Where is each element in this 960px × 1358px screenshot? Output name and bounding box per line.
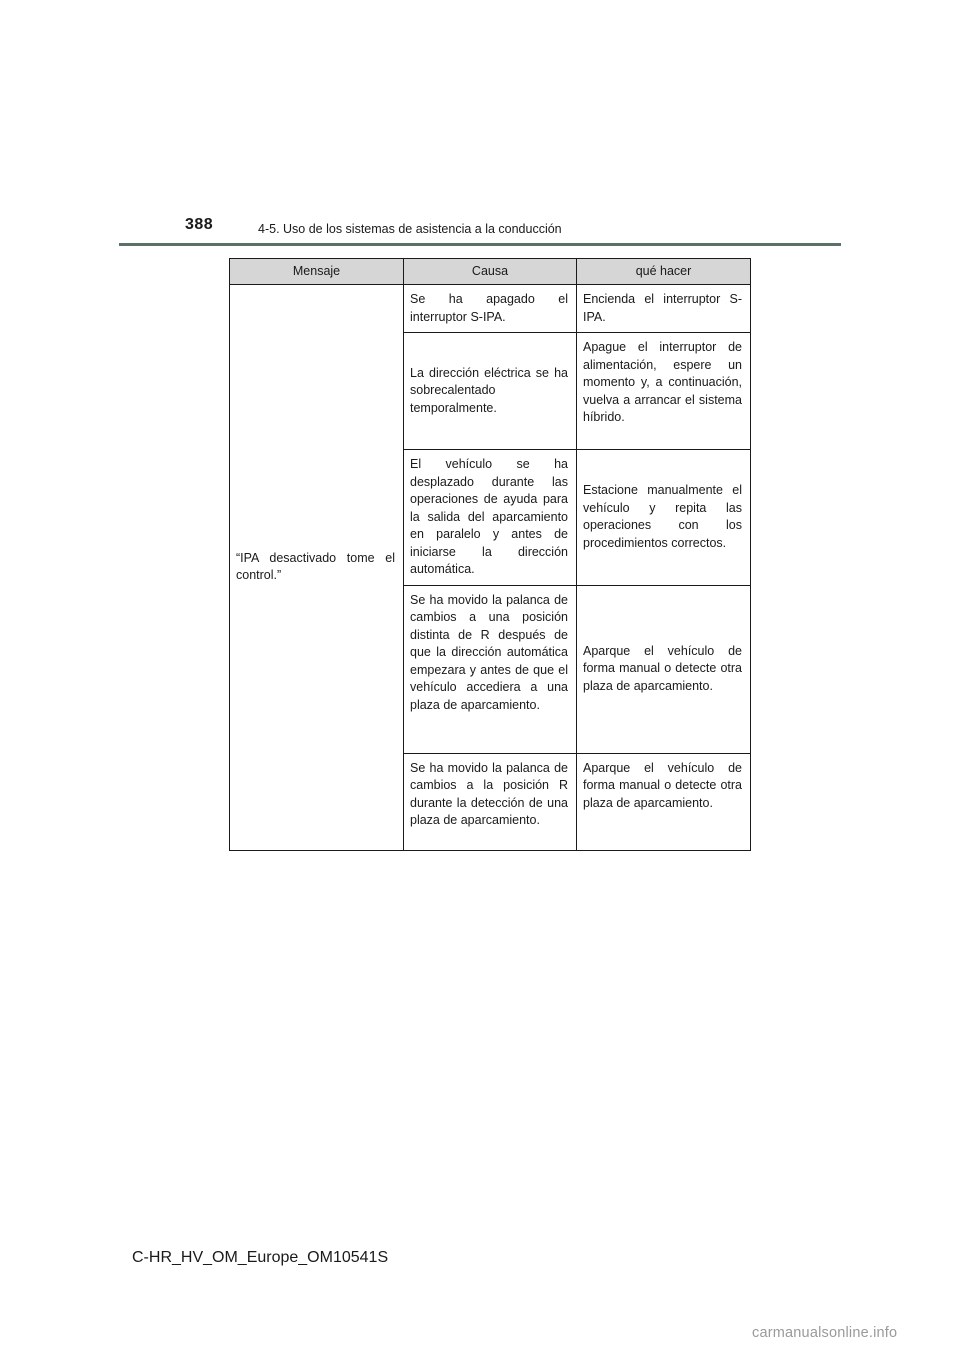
action-cell: Encienda el interruptor S-IPA. (577, 285, 751, 333)
column-header-causa: Causa (404, 259, 577, 285)
message-table (229, 258, 751, 851)
action-cell: Aparque el vehículo de forma manual o detecte otra plaza de aparcamiento. (577, 585, 751, 753)
action-cell: Apague el interruptor de alimentación, espere un momento y, a continuación, vuelva a arrancar el sistema híbrido. (577, 333, 751, 450)
cause-cell: Se ha movido la palanca de cambios a la posición R durante la detección de una plaza de aparcamiento. (404, 753, 577, 850)
cause-cell: El vehículo se ha desplazado durante las operaciones de ayuda para la salida del aparcamiento en paralelo y antes de iniciarse la dirección automática. (404, 450, 577, 586)
action-cell: Aparque el vehículo de forma manual o detecte otra plaza de aparcamiento. (577, 753, 751, 850)
section-title: 4-5. Uso de los sistemas de asistencia a la conducción (258, 222, 562, 236)
page-number: 388 (185, 216, 214, 233)
cause-cell: Se ha apagado el interruptor S-IPA. (404, 285, 577, 333)
message-cell: “IPA desactivado tome el control.” (230, 285, 404, 851)
table-header-row (230, 259, 751, 285)
document-code: C-HR_HV_OM_Europe_OM10541S (132, 1249, 389, 1266)
watermark: carmanualsonline.info (752, 1325, 898, 1341)
cause-cell: Se ha movido la palanca de cambios a una posición distinta de R después de que la dirección automática empezara y antes de que el vehículo accediera a una plaza de aparcamiento. (404, 585, 577, 753)
table-row (230, 285, 751, 333)
header-divider (119, 243, 841, 246)
column-header-que-hacer: qué hacer (577, 259, 751, 285)
action-cell: Estacione manualmente el vehículo y repita las operaciones con los procedimientos correctos. (577, 450, 751, 586)
column-header-mensaje: Mensaje (230, 259, 404, 285)
cause-cell: La dirección eléctrica se ha sobrecalentado temporalmente. (404, 333, 577, 450)
